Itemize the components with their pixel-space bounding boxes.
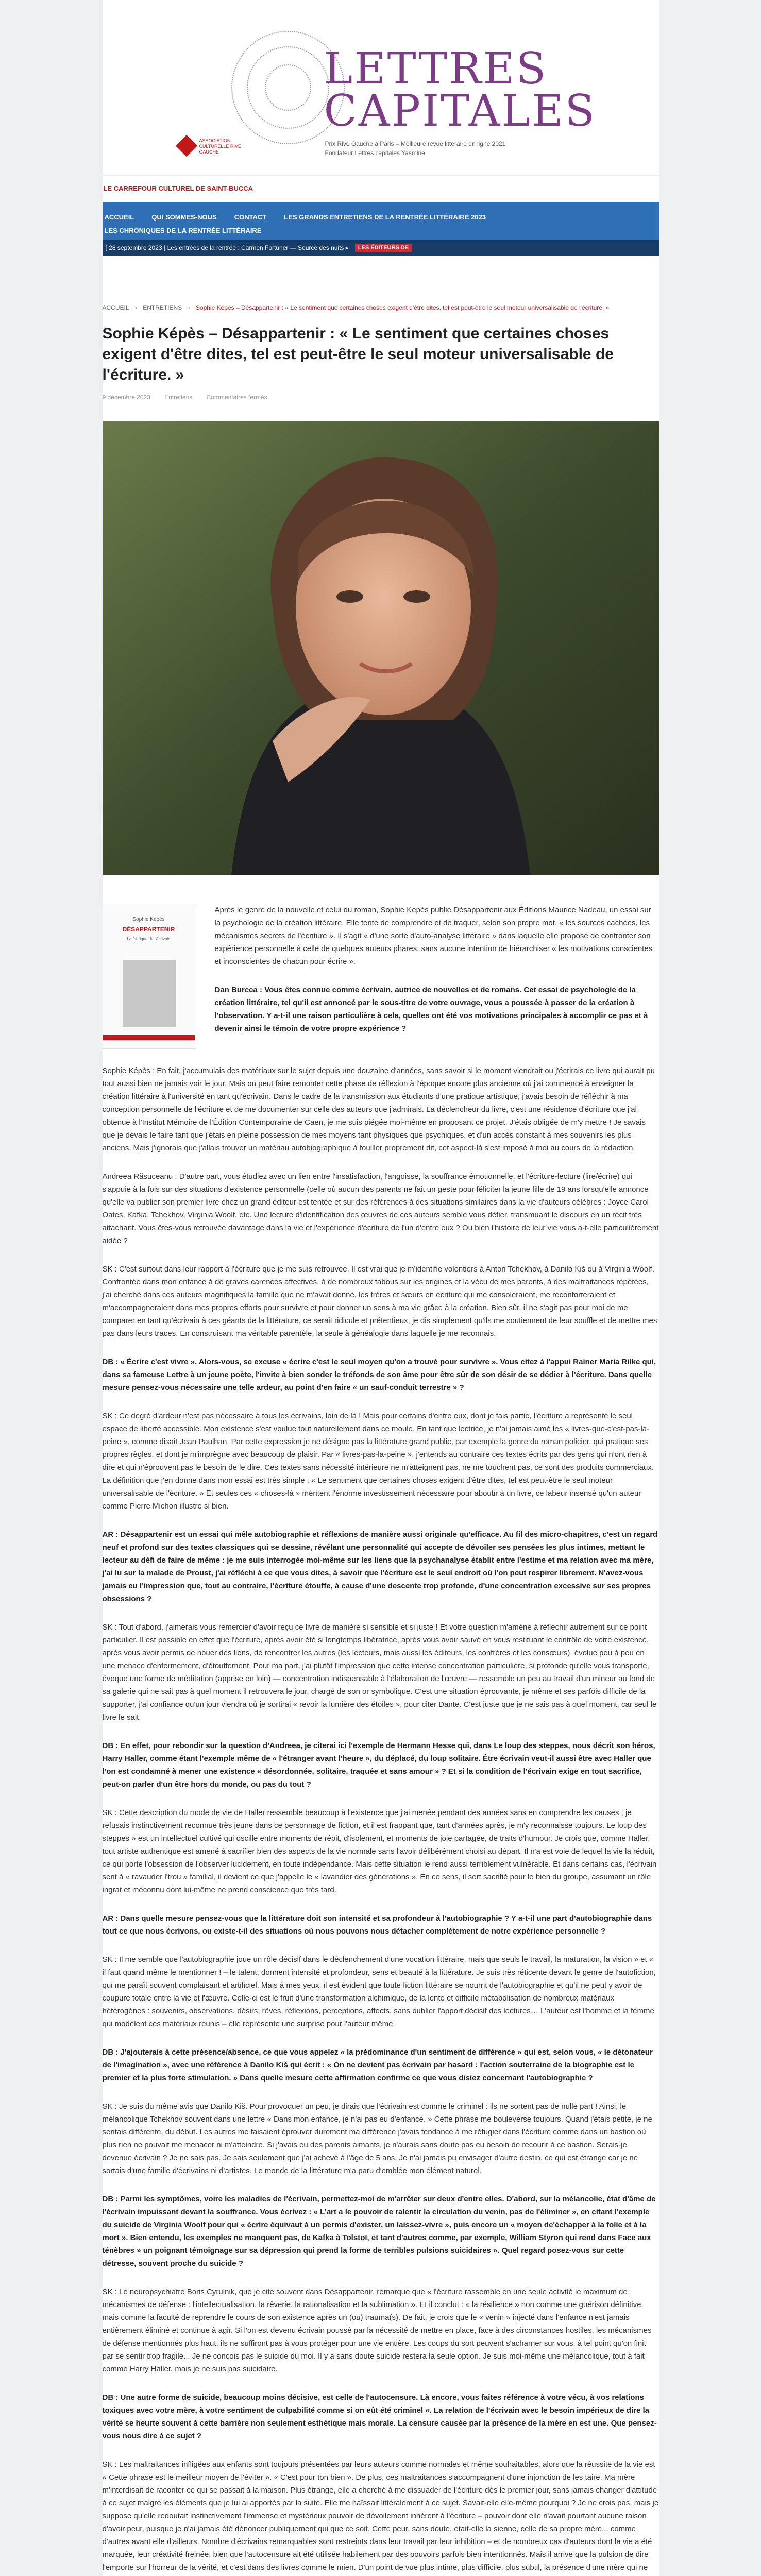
- interview-question: DB : Une autre forme de suicide, beaucoup moins décisive, est celle de l'autocensure. Là encore, vous faites référence à votre vécu, à vos relations toxiques avec votre mère, à votre sentiment de culpabilité comme si on eût été criminel «. La relation de l'écrivain avec le besoin impérieux de dire la vérité se heurte souvent à cette barrière non seulement esthétique mais morale. La censure causée par la présence de la mère en est une. Que pensez-vous nous dire à ce sujet ?: [102, 2393, 657, 2441]
- nav-chroniques[interactable]: LES CHRONIQUES DE LA RENTRÉE LITTÉRAIRE: [104, 226, 262, 234]
- globe-core-icon: [265, 64, 311, 111]
- masthead: [103, 0, 659, 175]
- book-cover-band: [103, 1035, 195, 1040]
- breadcrumb-category[interactable]: ENTRETIENS: [143, 304, 182, 311]
- article-paragraph: SK : Les maltraitances infligées aux enfants sont toujours présentées par leurs auteurs comme normales et même souhaitables, alors que la réussite de la vie est « Cette phrase est le meilleur moyen de l'éviter ». « C'est pour ton bien ». De plus, ces maltraitances s'accompagnent d'une injonction de les taire. Ma mère m'interdisait de raconter ce qui se passait à la maison. Plus étrange, elle a cherché à me dissuader de l'écriture dès le premier jour, sans jamais changer d'attitude à ce sujet malgré les éléments que je lui ai apportés par la suite. Elle me haïssait littéralement à ce sujet. Savait-elle elle-même pourquoi ? Je ne crois pas, mais je suppose qu'elle redoutait instinctivement l'immense et mystérieux pouvoir de dévoilement inhérent à l'écriture – pouvoir dont elle n'avait pourtant aucune raison d'avoir peur, puisque je n'ai jamais été dénoncer publiquement qui que ce soit. Cette peur, sans doute, était-elle la sienne, celle de sa propre mère... comme d'autres avant elle d'ailleurs. Nombre d'écrivains remarquables sont restreints dans leur travail par leur inhibition – et de nombreux cas d'auteurs dont la vie a été marquée, leur créativité freinée, bien que l'autocensure ait été utilisée habilement par des pouvoirs parfois bien intentionnés. Mais il arrive que la pulsion de dire l'emporte sur l'horreur de la vérité, et c'est dans des livres comme le mien. D'un point de vue plus intime, plus difficile, plus subtil, la présence d'une mère qui ne: [102, 2460, 659, 2572]
- article-comments: Commentaires fermés: [206, 394, 267, 401]
- article-meta: [103, 394, 659, 401]
- article-title: Sophie Képès – Désappartenir : « Le sentiment que certaines choses exigent d'être dites, tel est peut-être le seul moteur universalisable de l'écriture. »: [102, 325, 614, 383]
- breadcrumb-sep: ›: [188, 304, 190, 311]
- portrait-illustration: [103, 421, 659, 875]
- article-paragraph: SK : Le neuropsychiatre Boris Cyrulnik, que je cite souvent dans Désappartenir, remarque que « l'écriture rassemble en une seule activité le maximum de mécanismes de défense : l'intellectualisation, la rêverie, la rationalisation et la sublimation ». Et il conclut : « la résilience » non comme une guérison définitive, mais comme la faculté de reprendre le cours de son existence après un (ou) trauma(s). De fait, je crois que le « venin » injecté dans l'enfance n'est jamais entièrement éliminé et continue à agir. Si l'on est devenu écrivain poussé par la nécessité de mettre en place, face à des circonstances hostiles, les mécanismes de défense mentionnés plus haut, ils ne suffiront pas à vous protéger pour une vie entière. Les coups du sort peuvent s'acharner sur vous, à tel point qu'on finit par se sentir trop fragile... Je ne conçois pas le suicide du moi. Il y a sans doute suicide restera la seule option. Je suis moi-même une mélancolique, tout à fait comme Harry Haller, mais je ne suis pas suicidaire.: [102, 2287, 652, 2374]
- article-paragraph: Après le genre de la nouvelle et celui du roman, Sophie Képès publie Désappartenir aux Éditions Maurice Nadeau, un essai sur la psychologie de la création littéraire. Elle tente de comprendre et de traquer, selon son propre mot, « les sources cachées, les mécanismes secrets de l'écriture ». Il s'agit « d'une sorte d'auto-analyse littéraire » dans laquelle elle propose de confronter son expérience personnelle à celle de quelques auteurs phares, sans aucune intention de hiérarchiser « les motivations conscientes et inconscientes de chacun pour écrire ».: [214, 906, 653, 966]
- interview-paragraphs: [103, 1064, 659, 2576]
- nav-grands-entretiens[interactable]: LES GRANDS ENTRETIENS DE LA RENTRÉE LITTÉRAIRE 2023: [284, 213, 486, 221]
- hero-portrait-image: [103, 421, 659, 875]
- interview-question: AR : Dans quelle mesure pensez-vous que la littérature doit son intensité et sa profondeur à l'autobiographie ? Y a-t-il une part d'autobiographie dans tout ce que nous écrivons, ou existe-t-il des situations où nous pouvons nous détacher complètement de notre expérience personnelle ?: [102, 1914, 652, 1936]
- tagline-text: Prix Rive Gauche à Paris – Meilleure revue littéraire en ligne 2021: [325, 140, 506, 147]
- site-logo[interactable]: [324, 43, 596, 137]
- article-intro: [103, 904, 659, 1049]
- article-paragraph: SK : C'est surtout dans leur rapport à l'écriture que je me suis retrouvée. Il est vrai que je m'identifie volontiers à Anton Tchekhov, à Danilo Kiš ou à Virginia Woolf. Confrontée dans mon enfance à de graves carences affectives, à de nombreux tabous sur les origines et la vécu de mes parents, à des maltraitances répétées, j'ai cherché dans ces auteurs magnifiques la famille que ne m'avait donné, les frères et sœurs en écriture qui me consoleraient, me réconforteraient et m'accompagneraient dans mes propres efforts pour survivre et pour donner un sens à ma vie grâce à la création. Bien sûr, il ne s'agit pas pour moi de me comparer en tant qu'écrivain à ces géants de la littérature, ce serait ridicule et prétentieux, je dis simplement qu'ils me soutiennent de leur souffle et de mettre mes pas dans leurs traces. En construisant ma véritable parentèle, la seule à généalogie dans laquelle je me reconnais.: [102, 1265, 657, 1338]
- tagline-text-2: Fondateur Lettres capitales Yasmine: [325, 149, 425, 157]
- nav-contact[interactable]: CONTACT: [234, 213, 267, 221]
- breadcrumb-sep: ›: [134, 304, 137, 311]
- ticker-tag[interactable]: LES ÉDITEURS DE: [355, 244, 412, 252]
- interview-question: DB : « Écrire c'est vivre ». Alors-vous, se excuse « écrire c'est le seul moyen qu'on a trouvé pour survivre ». Vous citez à l'appui Rainer Maria Rilke qui, dans sa fameuse Lettre à un jeune poète, l'invite à bien sonder le tréfonds de son âme pour être sûr de son désir de se dédier à l'écriture. Dans quelle mesure pensez-vous nécessaire une telle ardeur, au point d'en faire « un sauf-conduit terrestre » ?: [102, 1358, 656, 1392]
- nav-row-1: [103, 210, 659, 224]
- logo-title-line2: CAPITALES: [324, 86, 596, 137]
- article-body: [103, 904, 659, 2576]
- association-seal-icon: [175, 135, 197, 157]
- ticker-text[interactable]: [ 28 septembre 2023 ] Les entrées de la rentrée : Carmen Fortuner — Source des nuits ▸: [105, 244, 349, 251]
- article-paragraph: Sophie Képès : En fait, j'accumulais des matériaux sur le sujet depuis une douzaine d'années, sans savoir si le moment viendrait ou j'écrirais ce livre qui aurait pu tout aussi bien ne jamais voir le jour. Mais on peut faire remonter cette phase de réflexion à l'époque encore plus ancienne où j'ai commencé à enseigner la création littéraire à l'université en tant qu'écrivain. Dans le cadre de la transmission aux étudiants d'une pratique artistique, j'avais besoin de réfléchir à ma conception personnelle de l'écriture et de me documenter sur celle des auteurs que j'admirais. La déclencheur du livre, c'est une résidence d'écriture que j'ai obtenue à l'Institut Mémoire de l'Édition Contemporaine de Caen, je me suis piégée moi-même en proposant ce projet. J'étais obligée de m'y mettre ! Je savais que je devais le faire tant que j'étais en pleine possession de mes moyens tant physiques que psychiques, et d'un accès constant à mes souvenirs les plus anciens. Mais j'ignorais que j'allais trouver un matériau autobiographique à fouiller proprement dit, cet aspect-là s'est imposé à moi au cours de la rédaction.: [102, 1066, 655, 1153]
- interview-question: DB : Parmi les symptômes, voire les maladies de l'écrivain, permettez-moi de m'arrêter sur deux d'entre elles. D'abord, sur la mélancolie, état d'âme de l'écrivain impuissant devant la souffrance. Vous écrivez : « L'art a le pouvoir de ralentir la circulation du venin, pas de l'éliminer », en citant l'exemple du suicide de Virginia Woolf pour qui « écrire équivaut à un permis d'exister, un laissez-vivre », puis encore un « moyen de'échapper à la folie et à la mort ». Bien entendu, les exemples ne manquent pas, de Kafka à Tolstoï, et tant d'autres comme, par exemple, William Styron qui rend dans Face aux ténèbres » un poignant témoignage sur sa dépression qui prend la forme de terribles pulsions suicidaires ». Quel regard posez-vous sur cette détresse, souvent proche du suicide ?: [102, 2195, 656, 2268]
- article-paragraph: SK : Je suis du même avis que Danilo Kiš. Pour provoquer un peu, je dirais que l'écrivain est comme le criminel : ils ne sortent pas de nulle part ! Ainsi, le mélancolique Tchekhov souvent dans une lettre « Dans mon enfance, je n'ai pas eu d'enfance. » Cette phrase me bouleverse toujours. Quand j'étais petite, je ne sentais différente, du début. Les autres me faisaient éprouver durement ma différence j'avais tendance à me réfugier dans l'écriture comme dans un bastion où plus rien ne pouvait me menacer ni m'atteindre. Si j'avais eu des parents aimants, je n'aurais sans doute pas eu besoin de recourir à ce bastion. Serais-je devenue écrivain ? Je ne sais pas. Je sais seulement que j'ai achevé à l'âge de 5 ans. Je n'ai jamais pu envisager d'autre destin, ce qui est étrange car je ne sortais d'une famille d'écrivains ni d'artistes. Le monde de la littérature m'a paru d'emblée mon élément naturel.: [102, 2102, 652, 2175]
- book-cover-author: Sophie Képès: [132, 917, 165, 922]
- nav-row-2: [103, 224, 659, 237]
- site-tagline: [325, 139, 542, 158]
- logo-title-line1: LETTRES: [324, 43, 548, 94]
- main-content: [103, 304, 659, 2576]
- book-cover-subtitle: La fabrique de l'écrivain: [127, 937, 171, 941]
- interview-question: DB : En effet, pour rebondir sur la question d'Andreea, je citerai ici l'exemple de Hermann Hesse qui, dans Le loup des steppes, nous décrit son héros, Harry Haller, comme étant l'exemple même de « l'étranger avant l'heure », du déplacé, du loup solitaire. Être écrivain veut-il aussi être avec Haller que l'on est condamné à mener une existence « désordonnée, solitaire, traquée et sans amour » ? Et si la condition de l'écrivain exige en tout sacrifice, peut-on parler d'un être hors du monde, ou pas du tout ?: [102, 1741, 655, 1789]
- news-ticker: [103, 240, 659, 256]
- main-navigation: [103, 202, 659, 240]
- breadcrumb: [103, 304, 659, 311]
- nav-home[interactable]: ACCUEIL: [104, 213, 134, 221]
- article-paragraph: SK : Cette description du mode de vie de Haller ressemble beaucoup à l'existence que j'ai menée pendant des années sans en comprendre les causes ; je refusais instinctivement reconnue très jeune dans ce personnage de fiction, et il est frappant que, tant d'années après, je m'y reconnaisse toujours. Le loup des steppes » est un intellectuel cultivé qui oscille entre moments de répit, d'isolement, et moments de joie partagée, de traits d'humour. Je crois que, comme Haller, tout artiste authentique est amené à sacrifier bien des aspects de la vie normale sans l'avoir délibérément choisi au départ. Il n'a est voie de lequel la vie la réduit, ce qui porte l'obsession de l'observer lucidement, en toute indépendance. Mais cette situation le rend aussi terriblement vulnérable. Et dans certains cas, l'écrivain sent à « ravauder l'trou » familial, il devient ce que j'appelle le « lavandier des générations ». En ce sens, il sert sacrifié pour le bien du groupe, assumant un rôle ingrat et méconnu dont lui-même ne prend conscience que très tard.: [102, 1808, 657, 1894]
- article-paragraph: SK : Ce degré d'ardeur n'est pas nécessaire à tous les écrivains, loin de là ! Mais pour certains d'entre eux, dont je fais partie, l'écriture a représenté le seul espace de liberté accessible. Mon existence s'est voulue tout naturellement dans ce moule. En tant que lectrice, je n'ai jamais aimé les « livres-que-c'est-pas-la-peine », comme disait Jean Paulhan. Par cette expression je ne désigne pas la littérature grand public, par exemple la genre du roman policier, qui pratique ses propres règles, et dont je m'imprègne avec beaucoup de plaisir. Par « livres-pas-la-peine », j'entends au contraire ces textes écrits par des gens qui n'ont rien à dire et qui n'éprouvent pas le besoin de le dire. Ces textes sans nécessité intérieure ne m'atteignent pas, ne me touchent pas, ce sont des produits commerciaux. La définition que j'en donne dans mon essai est très simple : « Le sentiment que certaines choses exigent d'être dites, tel est peut-être le seul moteur universalisable de l'écriture. » Et seules ces « choses-là » méritent l'énorme investissement nécessaire pour aboutir à un livre, ce labeur insensé qu'un auteur comme Pierre Michon illustre si bien.: [102, 1412, 654, 1511]
- article-date: 9 décembre 2023: [102, 394, 150, 401]
- article-paragraph: SK : Tout d'abord, j'aimerais vous remercier d'avoir reçu ce livre de manière si sensible et si juste ! Et votre question m'amène à réfléchir autrement sur ce point particulier. Il est possible en effet que l'écriture, après avoir été si longtemps libératrice, après vous avoir sauvé en vous restituant le contrôle de votre existence, après vous avoir permis de nouer des liens, de rencontrer les autres (les lecteurs, mais aussi les éditeurs, les confrères et les consœurs), évolue peu à peu en une menace d'enfermement, d'étouffement. Pour ma part, j'ai plutôt l'impression que cette intense concentration particulière, si profonde qu'elle vous transporte, évoque une forme de méditation (apprise en loin) — concentration indispensable à l'élaboration de l'œuvre — ressemble un peu au travail d'un mineur au fond de sa galerie qui ne sait pas à quel moment il retrouvera le jour, chargé de son or symbolique. C'est une situation éprouvante, je même et ses parfois difficile de la supporter, j'ai confiance qu'un jour viendra où je sortirai « revoir la lumière des étoiles », pour citer Dante. C'est juste que je ne sais pas à quel moment, car seul le livre le sait.: [102, 1623, 657, 1722]
- article-paragraph: Andreea Răsuceanu : D'autre part, vous étudiez avec un lien entre l'insatisfaction, l'angoisse, la souffrance émotionnelle, et l'écriture-lecture (lire/écrire) qui s'appuie à la fois sur des situations d'existence personnelle (celle où aucun des parents ne fait un geste pour féliciter la jeune fille de 19 ans lorsqu'elle annonce qu'elle va publier son premier livre chez un grand éditeur est tentée et sur des références à des situations similaires dans la vie d'auteurs célèbres : Joyce Carol Oates, Kafka, Tchekhov, Virginia Woolf, etc. Une lecture d'identification des œuvres de ces auteurs semble vous défier, transmuant le discours en un récit très attachant. Vous êtes-vous retrouvée davantage dans la vie et l'expérience d'écriture de l'un d'entre eux ? Ou bien l'histoire de leur vie vous a-t-elle particulièrement aidée ?: [102, 1172, 659, 1245]
- book-cover-photo: [123, 960, 176, 1027]
- breadcrumb-home[interactable]: ACCUEIL: [102, 304, 129, 311]
- book-cover-title: DÉSAPPARTENIR: [122, 926, 175, 933]
- interview-question: Dan Burcea : Vous êtes connue comme écrivain, autrice de nouvelles et de romans. Cet essai de psychologie de la création littéraire, tel qu'il est annoncé par le sous-titre de votre ouvrage, vous a poussée à passer de la création à l'observation. Y a-t-il une raison particulière à cela, quelles ont été vos motivations principales à accomplir ce pas et à devenir ainsi le témoin de votre propre expérience ?: [214, 986, 648, 1033]
- book-cover-image: [103, 904, 195, 1049]
- intro-text-column: [215, 904, 659, 1049]
- association-label: ASSOCIATION CULTURELLE RIVE GAUCHE: [199, 138, 241, 155]
- article-category[interactable]: Entretiens: [164, 394, 193, 401]
- breadcrumb-current: Sophie Képès – Désappartenir : « Le sentiment que certaines choses exigent d'être dites, tel est peut-être le seul moteur universalisable de l'écriture. »: [195, 304, 610, 311]
- interview-question: AR : Désappartenir est un essai qui mêle autobiographie et réflexions de manière aussi originale qu'efficace. Au fil des micro-chapitres, c'est un regard neuf et profond sur des textes classiques qui se dessine, révélant une personnalité qui accepte de dévoiler ses pensées les plus intimes, mettant le lecteur au défi de faire de même : je me suis interrogée moi-même sur les liens que la psychanalyse établit entre l'estime et ma relation avec ma mère, j'ai lu sur la malade de Proust, j'ai réfléchi à ce que vous dites, à savoir que l'écriture est le seul endroit où l'on peut respirer librement. N'avez-vous jamais eu l'impression que, tout au contraire, l'écriture étouffe, à cause d'une descente trop profonde, d'une concentration excessive sur ses propres obsessions ?: [102, 1530, 658, 1603]
- article-paragraph: SK : Il me semble que l'autobiographie joue un rôle décisif dans le déclenchement d'une vocation littéraire, mais que seuls le travail, la maturation, la vision » et « il faut quand même le mentionner ! – le talent, donnent intensité et profondeur, sens et beauté à la littérature. Je suis très réticente devant le genre de l'autofiction, qui me paraît souvent complaisant et artificiel. Mais à mes yeux, il est évident que toute fiction littéraire se nourrit de l'autobiographie et qu'il ne peut y avoir de coupure totale entre la vie et l'œuvre. Celle-ci est le fruit d'une transformation alchimique, de la lente et difficile métabolisation de nombreux matériaux hétérogènes : souvenirs, observations, désirs, rêves, réflexions, perceptions, affects, sans oublier l'apport décisif des lectures… L'auteur est l'homme et la femme qui modèlent ces matériaux réunis – elle représente une surprise pour l'auteur même.: [102, 1955, 656, 2028]
- nav-about[interactable]: QUI SOMMES-NOUS: [151, 213, 217, 221]
- interview-question: DB : J'ajouterais à cette présence/absence, ce que vous appelez « la prédominance d'un sentiment de différence » qui est, selon vous, « le détonateur de l'imagination », avec une référence à Danilo Kiš qui écrit : « On ne devient pas écrivain par hasard : l'action souterraine de la biographie est le premier et la plus forte stimulation. » Dans quelle mesure cette affirmation confirme ce que vous disiez concernant l'autobiographie ?: [102, 2048, 653, 2082]
- page: [103, 0, 659, 2576]
- top-link-bar: [103, 175, 659, 202]
- top-link[interactable]: LE CARREFOUR CULTUREL DE SAINT-BUCCA: [103, 184, 253, 192]
